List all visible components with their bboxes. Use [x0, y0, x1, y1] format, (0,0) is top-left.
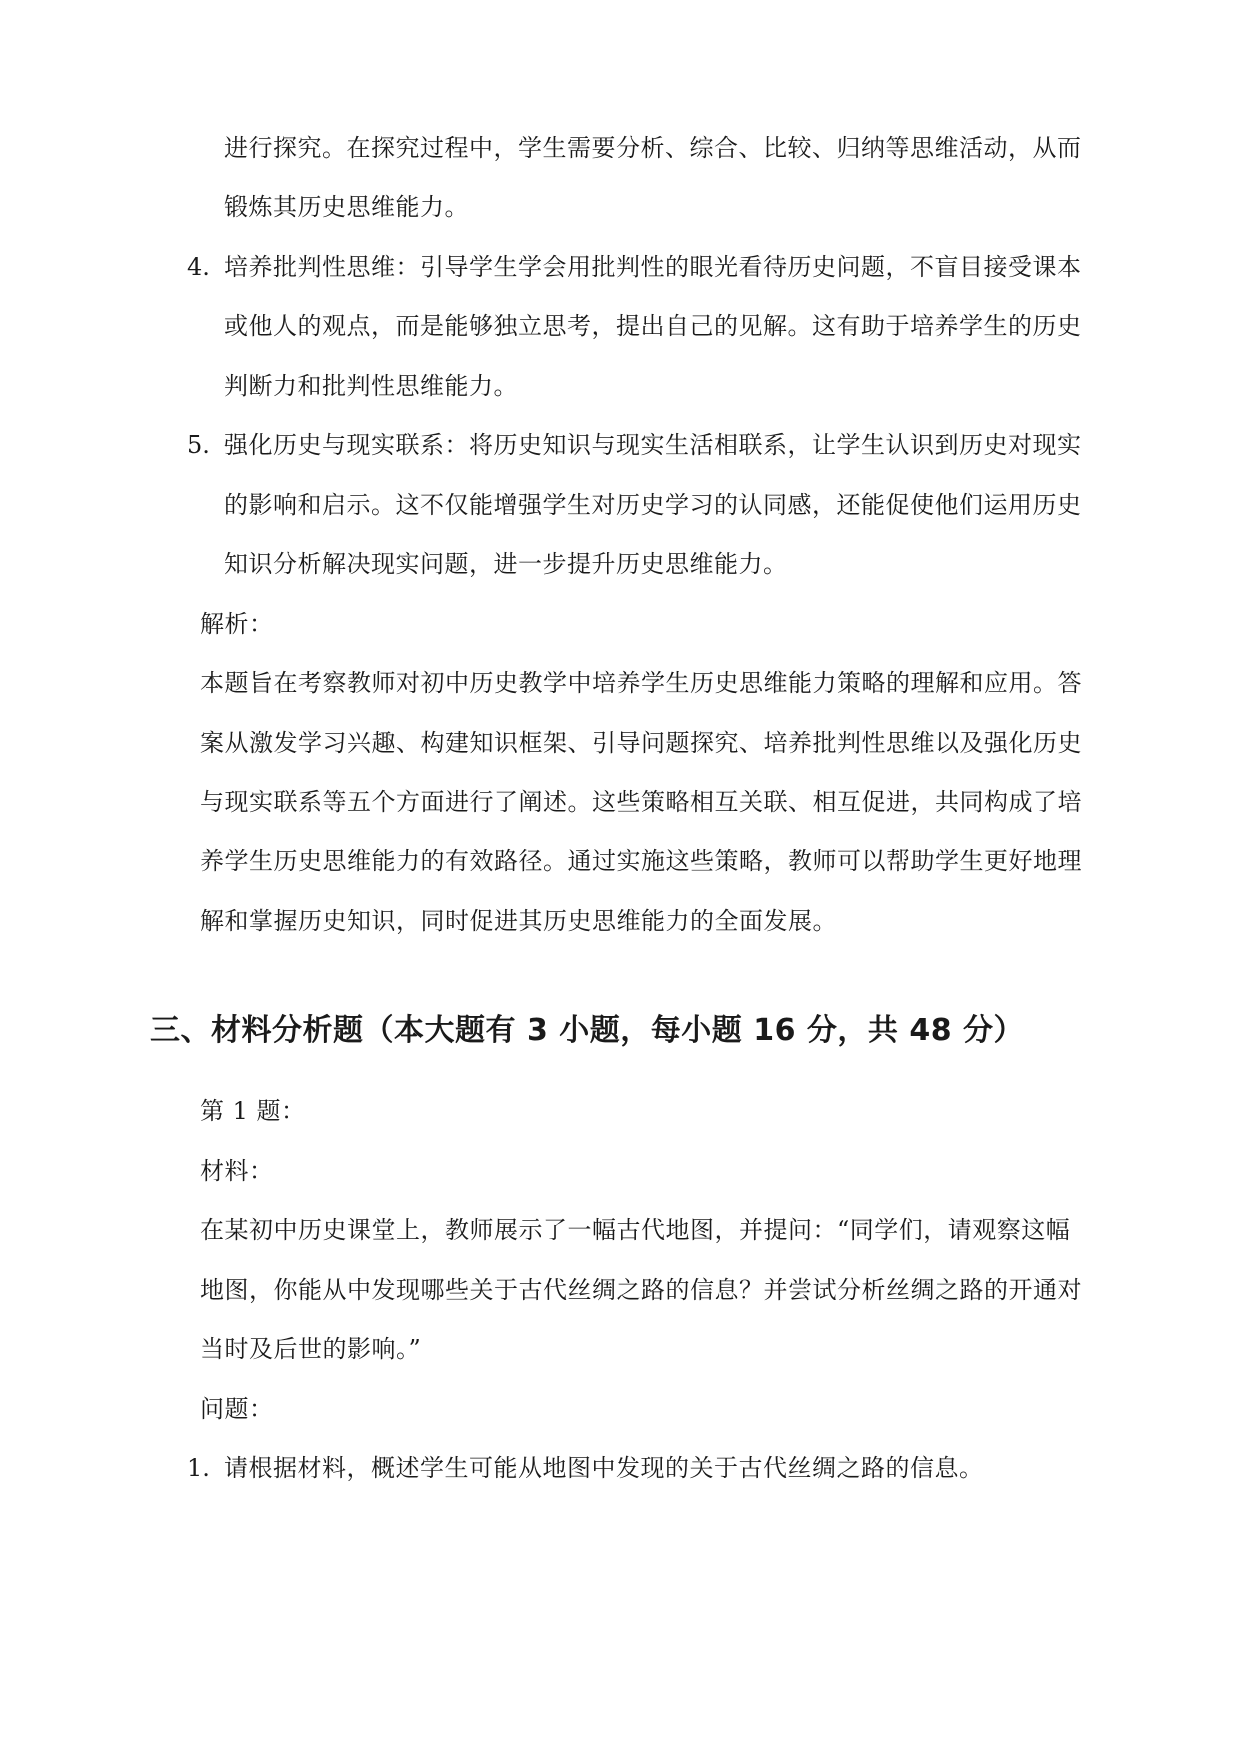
- analysis-line-4: 养学生历史思维能力的有效路径。通过实施这些策略，教师可以帮助学生更好地理: [200, 847, 1082, 875]
- material-line-2: 地图，你能从中发现哪些关于古代丝绸之路的信息？并尝试分析丝绸之路的开通对: [200, 1276, 1082, 1304]
- item-5-line-1: 强化历史与现实联系：将历史知识与现实生活相联系，让学生认识到历史对现实: [224, 431, 1082, 459]
- question-1-label: 第 1 题：: [200, 1097, 306, 1125]
- analysis-line-5: 解和掌握历史知识，同时促进其历史思维能力的全面发展。: [200, 907, 837, 935]
- item-5-line-2: 的影响和启示。这不仅能增强学生对历史学习的认同感，还能促使他们运用历史: [224, 491, 1082, 519]
- analysis-label: 解析：: [200, 610, 274, 638]
- item-5-number: 5.: [187, 431, 210, 459]
- question-1-1-number: 1.: [187, 1454, 210, 1482]
- item-3-line-1: 进行探究。在探究过程中，学生需要分析、综合、比较、归纳等思维活动，从而: [224, 134, 1082, 162]
- item-5-line-3: 知识分析解决现实问题，进一步提升历史思维能力。: [224, 550, 788, 578]
- item-4-number: 4.: [187, 253, 210, 281]
- material-line-3: 当时及后世的影响。”: [200, 1335, 422, 1363]
- analysis-line-1: 本题旨在考察教师对初中历史教学中培养学生历史思维能力策略的理解和应用。答: [200, 669, 1082, 697]
- material-line-1: 在某初中历史课堂上，教师展示了一幅古代地图，并提问：“同学们，请观察这幅: [200, 1216, 1071, 1244]
- material-label: 材料：: [200, 1157, 274, 1185]
- question-label: 问题：: [200, 1395, 274, 1423]
- item-4-line-3: 判断力和批判性思维能力。: [224, 372, 518, 400]
- analysis-line-3: 与现实联系等五个方面进行了阐述。这些策略相互关联、相互促进，共同构成了培: [200, 788, 1082, 816]
- item-4-line-2: 或他人的观点，而是能够独立思考，提出自己的见解。这有助于培养学生的历史: [224, 312, 1082, 340]
- question-1-1-text: 请根据材料，概述学生可能从地图中发现的关于古代丝绸之路的信息。: [224, 1454, 984, 1482]
- section-3-heading: 三、材料分析题（本大题有 3 小题，每小题 16 分，共 48 分）: [150, 1013, 1025, 1048]
- item-3-line-2: 锻炼其历史思维能力。: [224, 193, 469, 221]
- analysis-line-2: 案从激发学习兴趣、构建知识框架、引导问题探究、培养批判性思维以及强化历史: [200, 729, 1082, 757]
- item-4-line-1: 培养批判性思维：引导学生学会用批判性的眼光看待历史问题，不盲目接受课本: [224, 253, 1082, 281]
